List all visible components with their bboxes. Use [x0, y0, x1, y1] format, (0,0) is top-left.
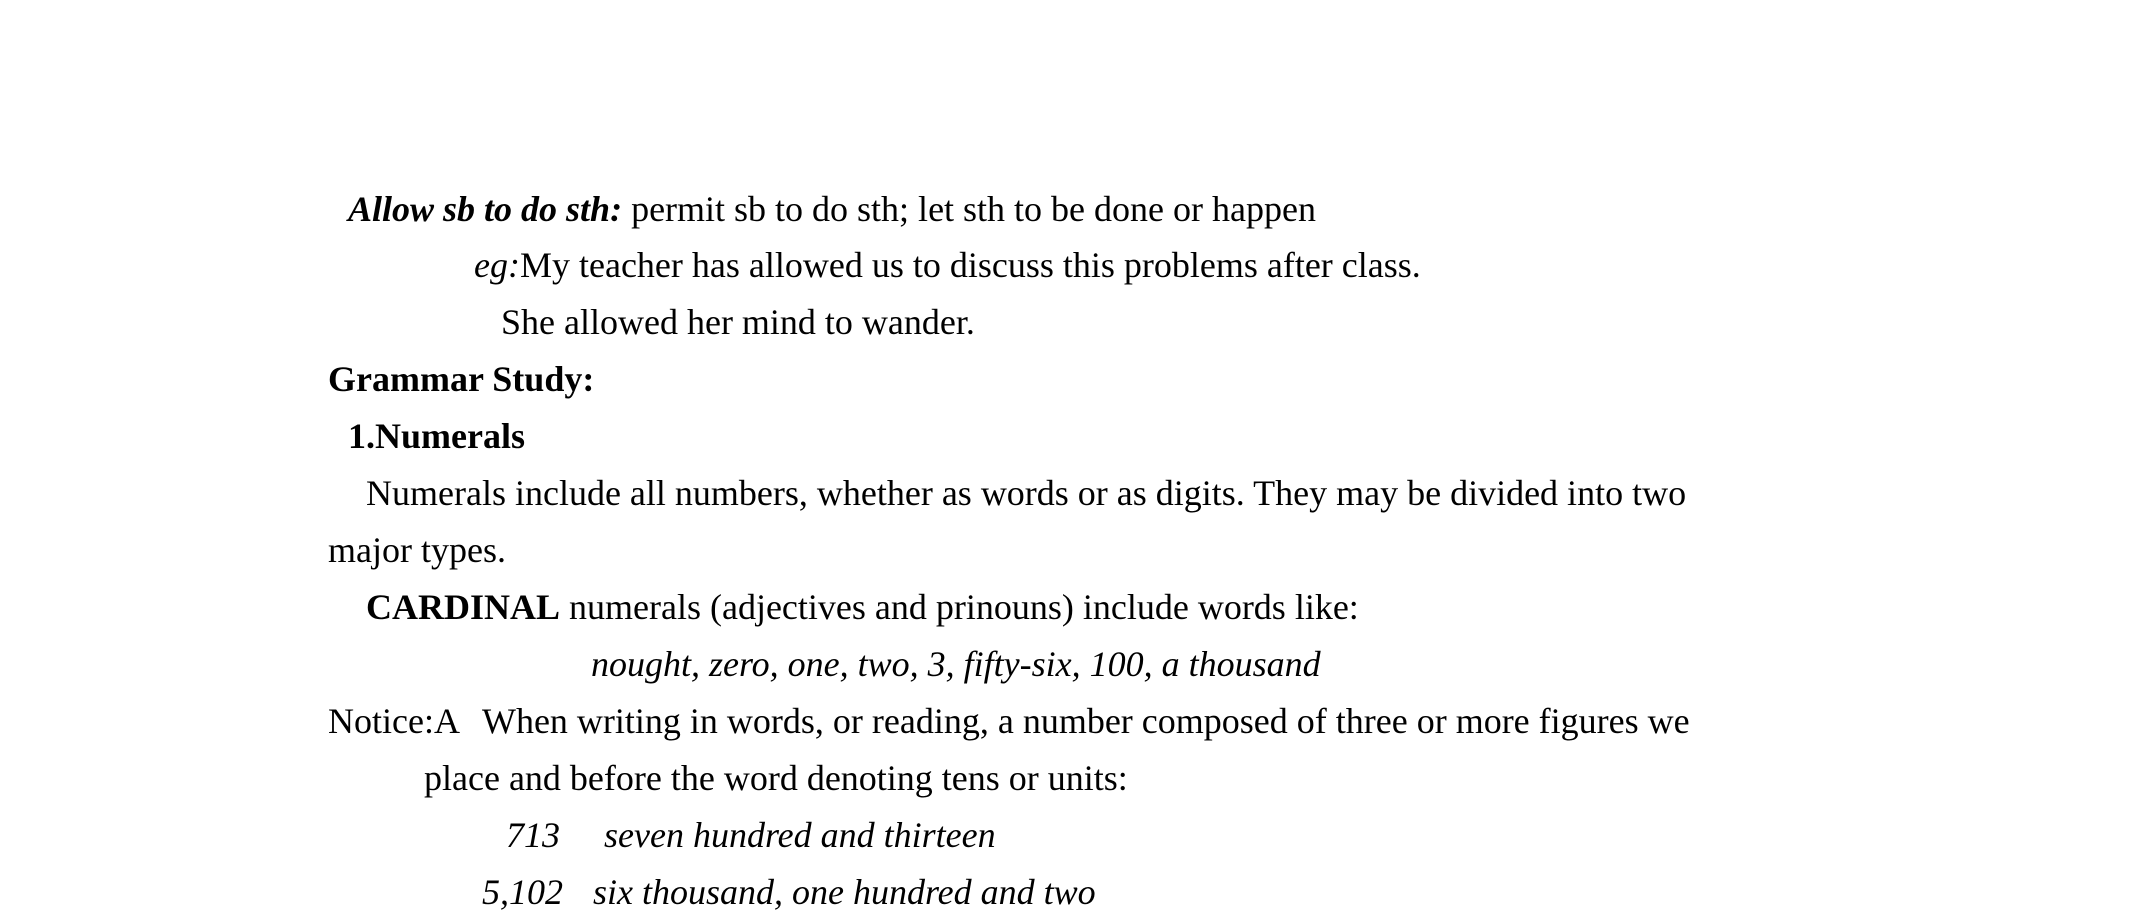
number-example	[482, 870, 1096, 914]
notice-line-2: place and before the word denoting tens or units:	[424, 758, 1128, 798]
grammar-heading: Grammar Study:	[328, 359, 595, 399]
intro-paragraph-line-2: major types.	[328, 530, 506, 570]
eg-label: eg:	[474, 245, 520, 285]
cardinal-text: numerals (adjectives and prinouns) include words like:	[560, 587, 1359, 627]
number-example	[506, 813, 996, 857]
example-sentence-2: She allowed her mind to wander.	[501, 302, 975, 342]
example-words: six thousand, one hundred and two	[593, 872, 1096, 912]
phrase-entry	[348, 187, 1316, 231]
phrase-example-1	[474, 243, 1421, 287]
cardinal-label: CARDINAL	[366, 587, 561, 627]
intro-paragraph-line-1: Numerals include all numbers, whether as words or as digits. They may be divided into two	[366, 473, 1687, 513]
section-title: 1.Numerals	[348, 416, 525, 456]
example-sentence-1: My teacher has allowed us to discuss this problems after class.	[519, 245, 1421, 285]
phrase-definition: permit sb to do sth; let sth to be done or happen	[622, 189, 1316, 229]
phrase-term: Allow sb to do sth:	[348, 189, 623, 229]
cardinal-definition	[366, 585, 1359, 629]
cardinal-examples: nought, zero, one, two, 3, fifty-six, 100, a thousand	[591, 644, 1321, 684]
example-number: 5,102	[482, 872, 563, 912]
notice-label: Notice:A	[328, 701, 460, 741]
notice-line-1	[328, 699, 1690, 743]
example-number: 713	[506, 815, 560, 855]
example-words: seven hundred and thirteen	[604, 815, 996, 855]
notice-text-1: When writing in words, or reading, a number composed of three or more figures we	[481, 701, 1690, 741]
phrase-example-2	[501, 300, 975, 344]
